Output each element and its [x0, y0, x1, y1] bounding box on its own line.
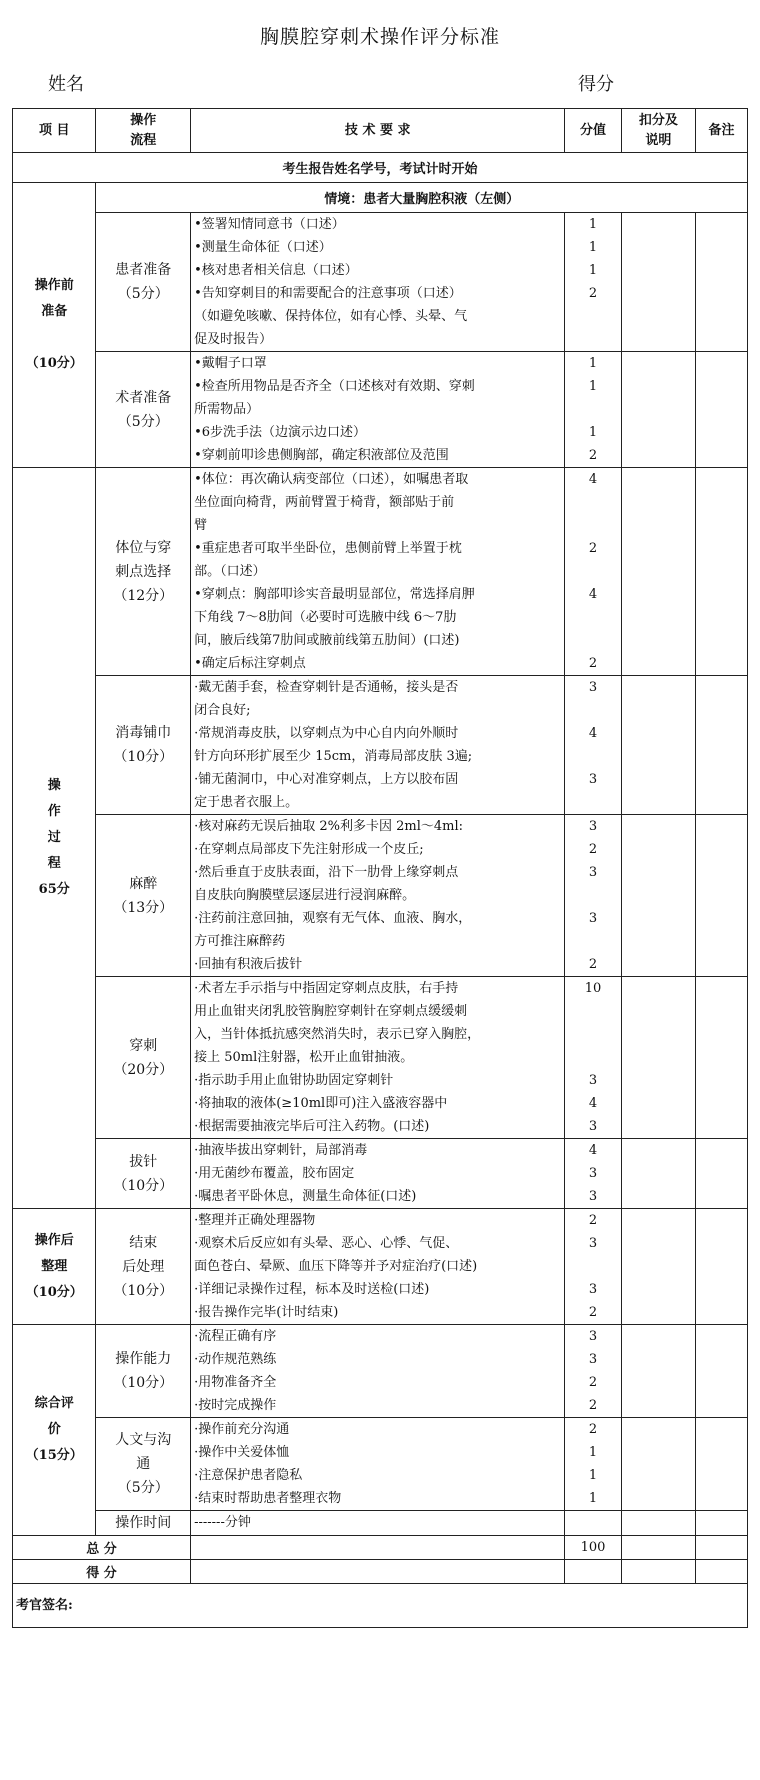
value-line: 3	[588, 865, 598, 880]
value-line: 2	[588, 656, 598, 671]
value-line: 2	[588, 957, 598, 972]
value-line	[565, 930, 620, 953]
requirement-line: ·回抽有积液后拔针	[194, 957, 303, 972]
requirement-line: ·注意保护患者隐私	[194, 1468, 303, 1483]
requirement-line: ·操作中关爱体恤	[194, 1445, 290, 1460]
value-line: 1	[588, 379, 598, 394]
requirement-line: 面色苍白、晕厥、血压下降等并予对症治疗(口述)	[194, 1259, 478, 1274]
value-line	[565, 1511, 620, 1534]
requirement-line: 用止血钳夹闭乳胶管胸腔穿刺针在穿刺点缓缓刺	[194, 1004, 468, 1019]
value-line: 2	[588, 448, 598, 463]
requirements-cell	[191, 213, 565, 352]
requirement-line: ·在穿刺点局部皮下先注射形成一个皮丘;	[194, 842, 424, 857]
value-line: 4	[588, 587, 598, 602]
gained-deduct	[621, 1560, 695, 1584]
remark-cell	[696, 815, 748, 977]
value-line: 3	[588, 819, 598, 834]
value-cell	[565, 1511, 621, 1536]
value-line: 1	[588, 356, 598, 371]
value-line	[565, 1255, 620, 1278]
value-line: 3	[588, 1352, 598, 1367]
gained-value	[565, 1560, 621, 1584]
requirement-line: ·指示助手用止血钳协助固定穿刺针	[194, 1073, 394, 1088]
value-line: 4	[588, 472, 598, 487]
flow-cell: 术者准备 （5分）	[96, 352, 191, 468]
value-line: 2	[588, 541, 598, 556]
remark-cell	[696, 1418, 748, 1511]
value-line: 1	[588, 240, 598, 255]
value-line: 10	[584, 981, 602, 996]
value-cell	[565, 977, 621, 1139]
value-line: 1	[588, 217, 598, 232]
requirement-line: •6步洗手法（边演示边口述）	[194, 425, 367, 440]
total-value: 100	[565, 1536, 621, 1560]
requirement-line: ·按时完成操作	[194, 1398, 277, 1413]
header-remark: 备注	[696, 109, 748, 153]
requirement-line: ·核对麻药无误后抽取 2%利多卡因 2ml～4ml:	[194, 819, 464, 834]
score-label: 得分	[578, 74, 614, 95]
remark-cell	[696, 977, 748, 1139]
requirement-line: •签署知情同意书（口述）	[194, 217, 345, 232]
value-line	[565, 1000, 620, 1023]
requirement-line: ·术者左手示指与中指固定穿刺点皮肤，右手持	[194, 981, 459, 996]
requirement-line: 所需物品）	[194, 402, 260, 417]
value-line: 4	[588, 1096, 598, 1111]
requirement-line: ·戴无菌手套，检查穿刺针是否通畅，接头是否	[194, 680, 459, 695]
requirement-line: 接上 50ml注射器，松开止血钳抽液。	[194, 1050, 414, 1065]
value-line: 3	[588, 1329, 598, 1344]
requirement-line: •告知穿刺目的和需要配合的注意事项（口述）	[194, 286, 462, 301]
flow-cell: 操作能力 （10分）	[96, 1325, 191, 1418]
requirements-cell	[191, 1418, 565, 1511]
total-deduct	[621, 1536, 695, 1560]
total-remark	[696, 1536, 748, 1560]
requirement-line: 自皮肤向胸膜壁层逐层进行浸润麻醉。	[194, 888, 416, 903]
requirement-line: ·嘱患者平卧休息，测量生命体征(口述)	[194, 1189, 417, 1204]
value-line: 3	[588, 1189, 598, 1204]
value-cell	[565, 1325, 621, 1418]
value-line: 1	[588, 263, 598, 278]
remark-cell	[696, 1511, 748, 1536]
total-blank	[191, 1536, 565, 1560]
header-flow: 操作 流程	[96, 109, 191, 153]
gained-blank	[191, 1560, 565, 1584]
requirement-line: ·详细记录操作过程，标本及时送检(口述)	[194, 1282, 430, 1297]
requirement-line: ·观察术后反应如有头晕、恶心、心悸、气促、	[194, 1236, 459, 1251]
value-line: 2	[588, 1422, 598, 1437]
requirement-line: •穿刺点：胸部叩诊实音最明显部位，常选择肩胛	[194, 587, 475, 602]
requirement-line: ·根据需要抽液完毕后可注入药物。(口述)	[194, 1119, 430, 1134]
requirement-line: ·然后垂直于皮肤表面，沿下一肋骨上缘穿刺点	[194, 865, 459, 880]
flow-cell: 麻醉 （13分）	[96, 815, 191, 977]
value-line	[565, 1046, 620, 1069]
deduct-cell	[621, 1209, 695, 1325]
requirement-line: ·流程正确有序	[194, 1329, 277, 1344]
remark-cell	[696, 1209, 748, 1325]
requirement-line: 下角线 7～8肋间（必要时可选腋中线 6～7肋	[194, 610, 457, 625]
requirement-line: ·报告操作完毕(计时结束)	[194, 1305, 339, 1320]
gained-remark	[696, 1560, 748, 1584]
value-line: 2	[588, 1305, 598, 1320]
header-project: 项 目	[13, 109, 96, 153]
value-line: 2	[588, 842, 598, 857]
requirement-line: 间，腋后线第7肋间或腋前线第五肋间）(口述)	[194, 633, 460, 648]
requirements-cell	[191, 468, 565, 676]
value-line: 3	[588, 1236, 598, 1251]
remark-cell	[696, 1325, 748, 1418]
value-line: 2	[588, 1375, 598, 1390]
value-cell	[565, 815, 621, 977]
value-line: 4	[588, 726, 598, 741]
deduct-cell	[621, 1511, 695, 1536]
requirement-line: •重症患者可取半坐卧位，患侧前臂上举置于枕	[194, 541, 462, 556]
flow-cell: 拔针 （10分）	[96, 1139, 191, 1209]
deduct-cell	[621, 352, 695, 468]
requirement-line: ·铺无菌洞巾，中心对准穿刺点，上方以胶布固	[194, 772, 459, 787]
value-line	[565, 328, 620, 351]
requirement-line: •检查所用物品是否齐全（口述核对有效期、穿刺	[194, 379, 475, 394]
deduct-cell	[621, 213, 695, 352]
section-name: 操作前 准备 （10分）	[13, 183, 96, 468]
requirement-line: •穿刺前叩诊患侧胸部，确定积液部位及范围	[194, 448, 449, 463]
remark-cell	[696, 676, 748, 815]
value-line	[565, 884, 620, 907]
value-line: 3	[588, 680, 598, 695]
value-line	[565, 606, 620, 629]
value-cell	[565, 676, 621, 815]
value-cell	[565, 213, 621, 352]
requirement-line: 方可推注麻醉药	[194, 934, 286, 949]
section-name: 操 作 过 程 65分	[13, 468, 96, 1209]
value-line: 2	[588, 1213, 598, 1228]
value-line: 2	[588, 1398, 598, 1413]
deduct-cell	[621, 1325, 695, 1418]
requirement-line: 部。（口述）	[194, 564, 266, 579]
value-line: 3	[588, 1073, 598, 1088]
flow-cell: 结束 后处理 （10分）	[96, 1209, 191, 1325]
flow-cell: 患者准备 （5分）	[96, 213, 191, 352]
requirement-line: •确定后标注穿刺点	[194, 656, 306, 671]
gained-label: 得 分	[13, 1560, 191, 1584]
value-line	[565, 560, 620, 583]
header-deduct: 扣分及 说明	[621, 109, 695, 153]
scoring-table	[12, 108, 748, 1628]
value-line	[565, 791, 620, 814]
requirement-line: 臂	[194, 518, 208, 533]
requirement-line: ·用物准备齐全	[194, 1375, 277, 1390]
requirements-cell	[191, 352, 565, 468]
requirements-cell	[191, 1139, 565, 1209]
value-line: 4	[588, 1143, 598, 1158]
requirement-line: ·整理并正确处理器物	[194, 1213, 316, 1228]
examiner-signature: 考官签名:	[13, 1584, 748, 1628]
requirement-line: 闭合良好;	[194, 703, 251, 718]
total-label: 总 分	[13, 1536, 191, 1560]
flow-cell: 操作时间	[96, 1511, 191, 1536]
requirement-line: 坐位面向椅背，两前臂置于椅背，额部贴于前	[194, 495, 455, 510]
requirement-line: 针方向环形扩展至少 15cm，消毒局部皮肤 3遍;	[194, 749, 473, 764]
value-cell	[565, 1139, 621, 1209]
value-line: 3	[588, 1282, 598, 1297]
value-line	[565, 745, 620, 768]
value-line	[565, 1023, 620, 1046]
requirement-line: ·注药前注意回抽，观察有无气体、血液、胸水，	[194, 911, 472, 926]
requirement-line: 促及时报告）	[194, 332, 273, 347]
deduct-cell	[621, 1139, 695, 1209]
value-line	[565, 514, 620, 537]
remark-cell	[696, 213, 748, 352]
deduct-cell	[621, 1418, 695, 1511]
value-line: 1	[588, 1445, 598, 1460]
requirement-line: ·操作前充分沟通	[194, 1422, 290, 1437]
requirement-line: ·抽液毕拔出穿刺针，局部消毒	[194, 1143, 368, 1158]
requirements-cell	[191, 676, 565, 815]
value-line: 2	[588, 286, 598, 301]
value-line: 1	[588, 1468, 598, 1483]
remark-cell	[696, 352, 748, 468]
value-line: 3	[588, 772, 598, 787]
requirement-line: •戴帽子口罩	[194, 356, 267, 371]
value-line: 3	[588, 911, 598, 926]
deduct-cell	[621, 468, 695, 676]
flow-cell: 人文与沟 通 （5分）	[96, 1418, 191, 1511]
section-name: 综合评 价 （15分）	[13, 1325, 96, 1536]
deduct-cell	[621, 676, 695, 815]
value-line	[565, 491, 620, 514]
value-line	[565, 629, 620, 652]
section-name: 操作后 整理 （10分）	[13, 1209, 96, 1325]
value-cell	[565, 1209, 621, 1325]
requirement-line: •体位：再次确认病变部位（口述），如嘱患者取	[194, 472, 469, 487]
requirement-line: 入，当针体抵抗感突然消失时，表示已穿入胸腔，	[194, 1027, 481, 1042]
value-line: 3	[588, 1166, 598, 1181]
requirements-cell	[191, 1325, 565, 1418]
requirement-line: •测量生命体征（口述）	[194, 240, 332, 255]
requirement-line: ·动作规范熟练	[194, 1352, 277, 1367]
requirement-line: ·用无菌纱布覆盖，胶布固定	[194, 1166, 355, 1181]
requirement-line: ·结束时帮助患者整理衣物	[194, 1491, 342, 1506]
value-line	[565, 699, 620, 722]
name-label: 姓名	[48, 74, 84, 95]
deduct-cell	[621, 977, 695, 1139]
value-cell	[565, 352, 621, 468]
flow-cell: 穿刺 （20分）	[96, 977, 191, 1139]
value-line: 1	[588, 1491, 598, 1506]
value-line: 3	[588, 1119, 598, 1134]
value-line: 1	[588, 425, 598, 440]
flow-cell: 体位与穿 刺点选择 （12分）	[96, 468, 191, 676]
requirements-cell	[191, 1511, 565, 1536]
remark-cell	[696, 468, 748, 676]
requirements-cell	[191, 977, 565, 1139]
requirement-line: （如避免咳嗽、保持体位，如有心悸、头晕、气	[194, 309, 468, 324]
header-requirements: 技 术 要 求	[191, 109, 565, 153]
situation-banner: 情境：患者大量胸腔积液（左侧）	[96, 183, 748, 213]
value-line	[565, 398, 620, 421]
requirements-cell	[191, 1209, 565, 1325]
requirement-line: ·将抽取的液体(≥10ml即可)注入盛液容器中	[194, 1096, 448, 1111]
requirement-line: -------分钟	[194, 1515, 251, 1530]
flow-cell: 消毒铺巾 （10分）	[96, 676, 191, 815]
requirements-cell	[191, 815, 565, 977]
requirement-line: 定于患者衣服上。	[194, 795, 299, 810]
remark-cell	[696, 1139, 748, 1209]
value-line	[565, 305, 620, 328]
requirement-line: •核对患者相关信息（口述）	[194, 263, 358, 278]
start-banner: 考生报告姓名学号，考试计时开始	[13, 153, 748, 183]
header-value: 分值	[565, 109, 621, 153]
deduct-cell	[621, 815, 695, 977]
page-title: 胸膜腔穿刺术操作评分标准	[259, 26, 500, 48]
requirement-line: ·常规消毒皮肤，以穿刺点为中心自内向外顺时	[194, 726, 459, 741]
value-cell	[565, 1418, 621, 1511]
value-cell	[565, 468, 621, 676]
